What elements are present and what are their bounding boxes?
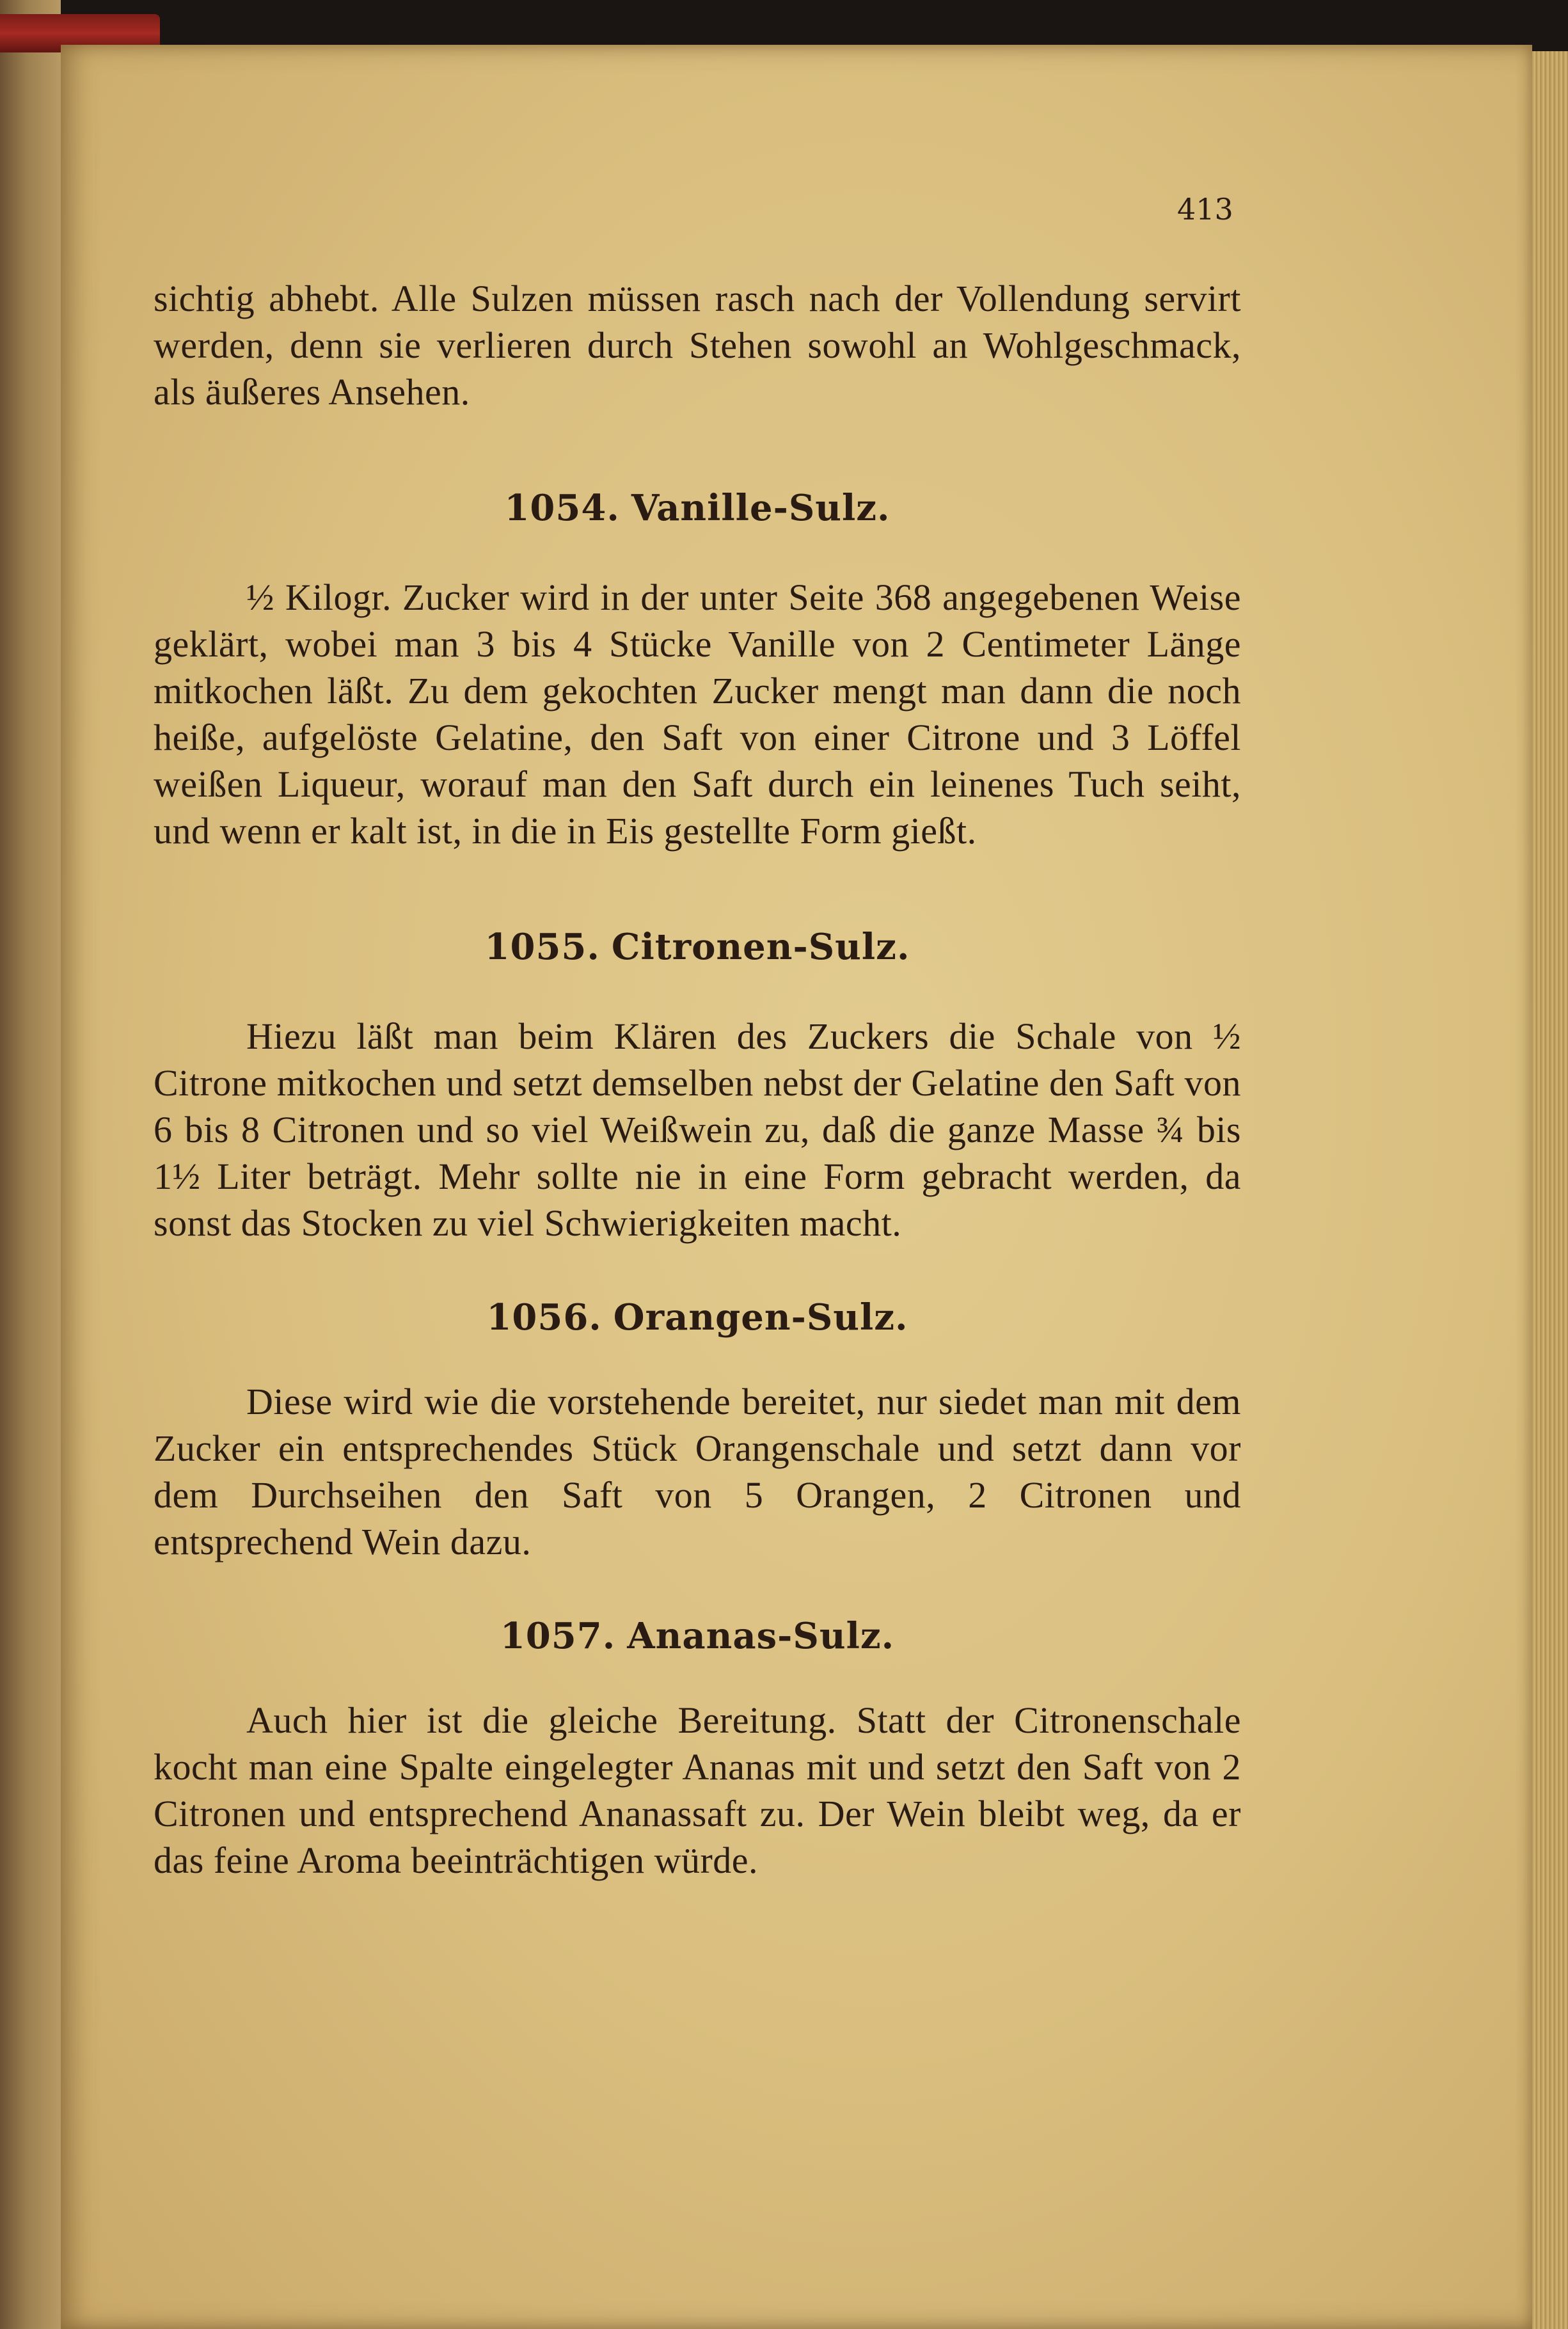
recipe-heading-1056 <box>154 1296 1241 1339</box>
recipe-text-1057: Auch hier ist die gleiche Bereitung. Statt der Citronenschale kocht man eine Spalte eingelegter Ananas mit und setzt den Saft von 2 Citronen und entsprechend Ananassaft zu. Der Wein bleibt weg, da er das feine Aroma beeinträchtigen würde. <box>154 1699 1241 1881</box>
recipe-heading-1057 <box>154 1615 1241 1657</box>
recipe-title: Vanille-Sulz. <box>631 487 891 529</box>
recipe-title: Orangen-Sulz. <box>613 1296 908 1339</box>
recipe-number: 1056. <box>486 1296 602 1339</box>
page-content <box>154 192 1241 1884</box>
recipe-heading-1055 <box>154 926 1241 968</box>
recipe-number: 1057. <box>500 1615 616 1657</box>
book-spine <box>0 0 61 2329</box>
recipe-title: Citronen-Sulz. <box>611 926 910 968</box>
page-edges <box>1532 51 1568 2329</box>
recipe-text-1055: Hiezu läßt man beim Klären des Zuckers die Schale von ½ Citrone mitkochen und setzt demselben nebst der Gelatine den Saft von 6 bis 8 Citronen und so viel Weißwein zu, daß die ganze Masse ¾ bis 1½ Liter beträgt. Mehr sollte nie in eine Form gebracht werden, da sonst das Stocken zu viel Schwierigkeiten macht. <box>154 1015 1241 1244</box>
recipe-title: Ananas-Sulz. <box>627 1615 895 1657</box>
recipe-text-1056: Diese wird wie die vorstehende bereitet, nur siedet man mit dem Zucker ein entsprechendes Stück Orangenschale und setzt dann vor dem Durchseihen den Saft von 5 Orangen, 2 Citronen und entsprechend Wein dazu. <box>154 1381 1241 1562</box>
recipe-number: 1054. <box>504 487 620 529</box>
intro-paragraph: sichtig abhebt. Alle Sulzen müssen rasch nach der Vollendung servirt werden, denn sie verlieren durch Stehen sowohl an Wohlgeschmack, als äußeres Ansehen. <box>154 278 1241 413</box>
recipe-text-1054: ½ Kilogr. Zucker wird in der unter Seite 368 angegebenen Weise geklärt, wobei man 3 bis 4 Stücke Vanille von 2 Centimeter Länge mitkochen läßt. Zu dem gekochten Zucker mengt man dann die noch heiße, aufgelöste Gelatine, den Saft von einer Citrone und 3 Löffel weißen Liqueur, worauf man den Saft durch ein leinenes Tuch seiht, und wenn er kalt ist, in die in Eis gestellte Form gießt. <box>154 576 1241 852</box>
page-number: 413 <box>1177 192 1233 227</box>
recipe-heading-1054 <box>154 487 1241 529</box>
recipe-number: 1055. <box>484 926 600 968</box>
